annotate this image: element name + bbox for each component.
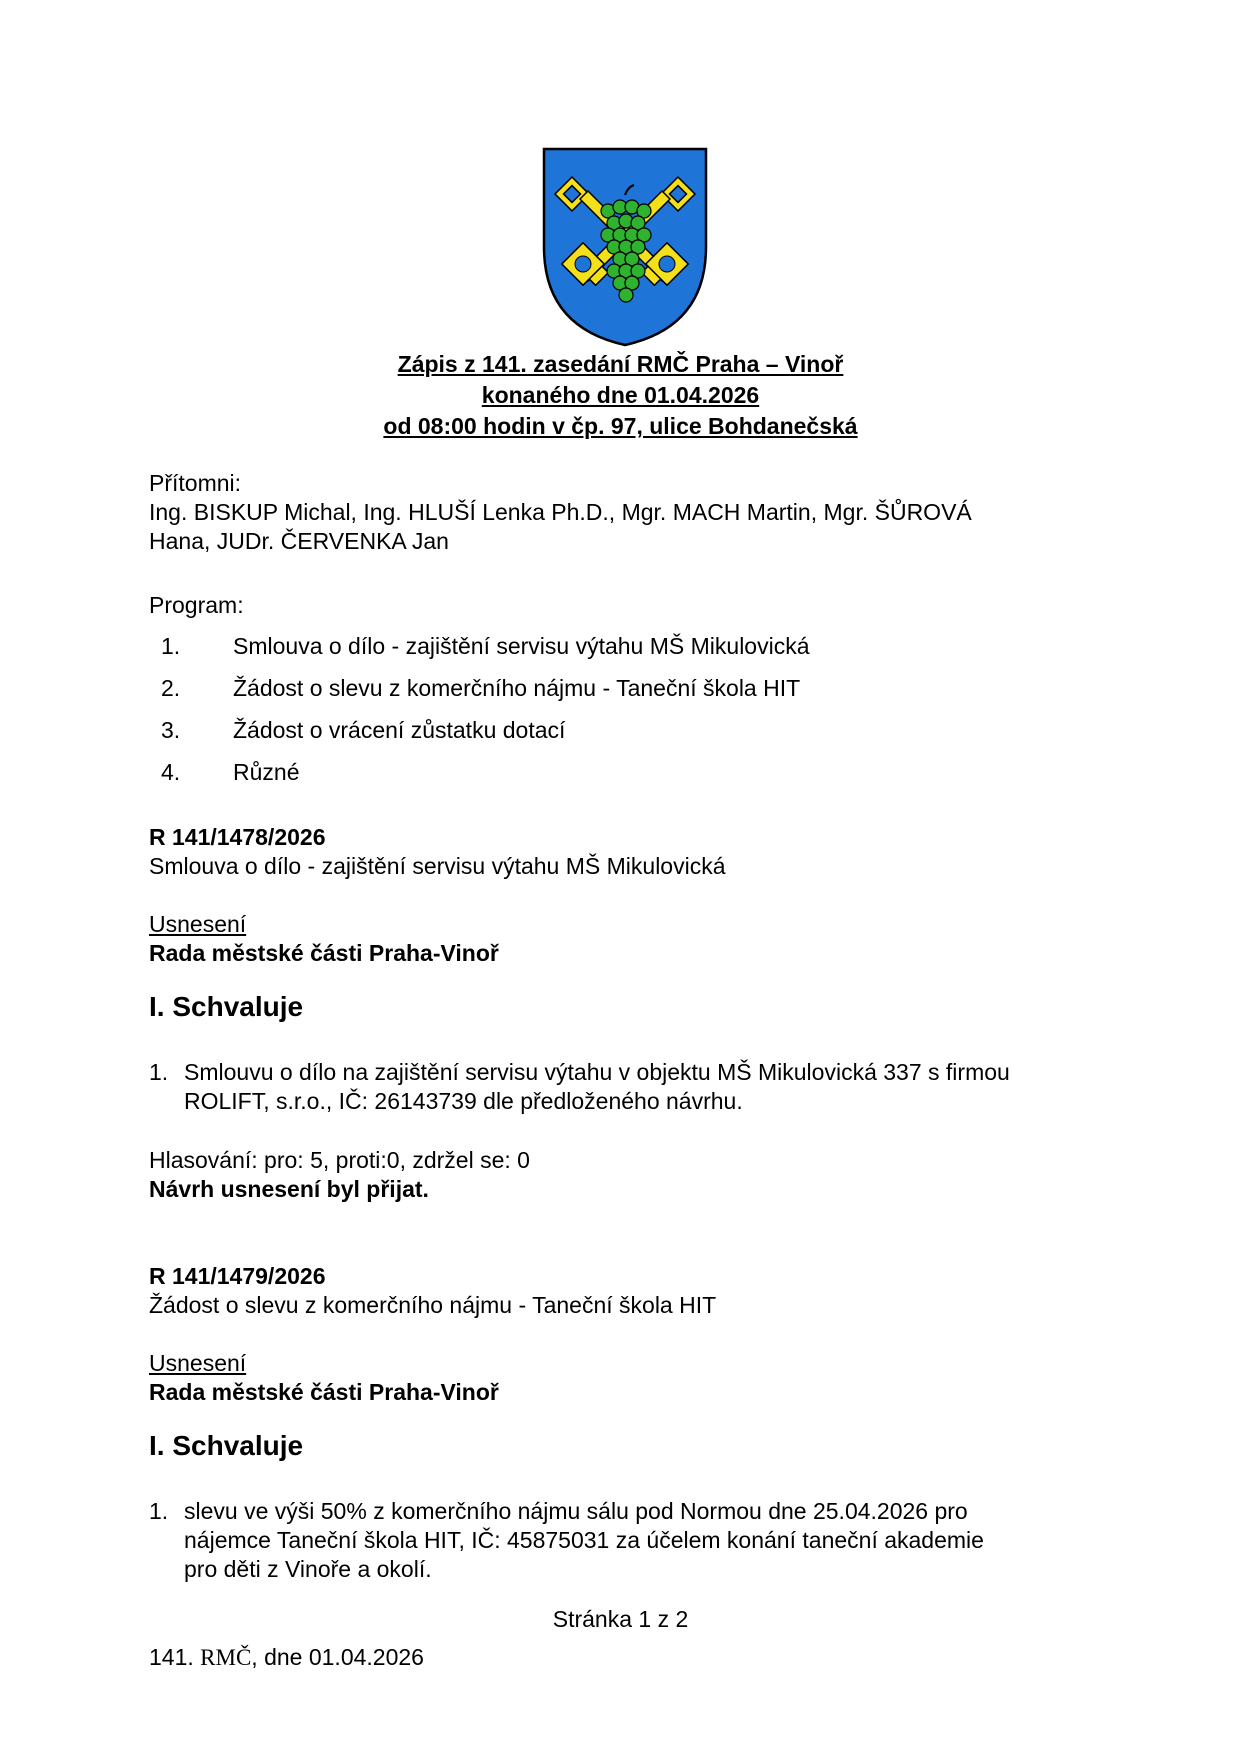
resolution-accepted: Návrh usnesení byl přijat. (149, 1176, 429, 1202)
vote-result: Hlasování: pro: 5, proti:0, zdržel se: 0 (149, 1147, 530, 1173)
resolution-id: R 141/1478/2026 (149, 824, 326, 850)
usneseni-label: Usnesení (149, 911, 247, 937)
council-name: Rada městské části Praha-Vinoř (149, 940, 499, 966)
point-text-line2: ROLIFT, s.r.o., IČ: 26143739 dle předloženého návrhu. (184, 1088, 743, 1114)
program-item-number: 4. (161, 759, 181, 785)
present-label: Přítomni: (149, 470, 242, 496)
page-number: Stránka 1 z 2 (552, 1606, 689, 1632)
title-line-1: Zápis z 141. zasedání RMČ Praha – Vinoř (397, 351, 844, 377)
document-title (0, 349, 1241, 442)
footer-text-c: , dne 01.04.2026 (251, 1644, 424, 1670)
resolution-subject: Smlouva o dílo - zajištění servisu výtahu MŠ Mikulovická (149, 853, 726, 879)
program-item-text: Žádost o slevu z komerčního nájmu - Taneční škola HIT (233, 675, 801, 701)
coat-of-arms (542, 147, 708, 347)
schvaluje-heading: I. Schvaluje (149, 1430, 304, 1461)
title-line-3: od 08:00 hodin v čp. 97, ulice Bohdanečská (383, 413, 858, 439)
point-number: 1. (149, 1059, 169, 1085)
resolution-subject: Žádost o slevu z komerčního nájmu - Taneční škola HIT (149, 1292, 717, 1318)
point-text-line3: pro děti z Vinoře a okolí. (184, 1556, 432, 1582)
title-line-2: konaného dne 01.04.2026 (481, 382, 760, 408)
program-item-text: Smlouva o dílo - zajištění servisu výtahu MŠ Mikulovická (233, 633, 810, 659)
point-number: 1. (149, 1498, 169, 1524)
program-item-number: 1. (161, 633, 181, 659)
program-item-number: 2. (161, 675, 181, 701)
point-text-line1: Smlouvu o dílo na zajištění servisu výtahu v objektu MŠ Mikulovická 337 s firmou (184, 1059, 1010, 1085)
coat-of-arms-icon (542, 147, 708, 347)
footer-meeting-date (149, 1643, 424, 1672)
program-item-number: 3. (161, 717, 181, 743)
footer-text-a: 141. (149, 1644, 201, 1670)
resolution-2 (149, 1262, 1099, 1320)
voting-block (149, 1146, 1099, 1204)
program-label: Program: (149, 592, 244, 618)
usneseni-label: Usnesení (149, 1350, 247, 1376)
resolution-2-usneseni (149, 1349, 1099, 1407)
present-names-line2: Hana, JUDr. ČERVENKA Jan (149, 528, 449, 554)
present-names-line1: Ing. BISKUP Michal, Ing. HLUŠÍ Lenka Ph.D., Mgr. MACH Martin, Mgr. ŠŮROVÁ (149, 499, 972, 525)
resolution-id: R 141/1479/2026 (149, 1263, 326, 1289)
program-item-text: Různé (233, 759, 300, 785)
point-text-line1: slevu ve výši 50% z komerčního nájmu sálu pod Normou dne 25.04.2026 pro (184, 1498, 968, 1524)
resolution-1 (149, 823, 1099, 881)
footer-text-b: RMČ (200, 1645, 252, 1670)
present-section (149, 469, 1099, 556)
point-text-line2: nájemce Taneční škola HIT, IČ: 45875031 za účelem konání taneční akademie (184, 1527, 984, 1553)
council-name: Rada městské části Praha-Vinoř (149, 1379, 499, 1405)
program-item-text: Žádost o vrácení zůstatku dotací (233, 717, 566, 743)
resolution-1-usneseni (149, 910, 1099, 968)
schvaluje-heading: I. Schvaluje (149, 991, 304, 1022)
